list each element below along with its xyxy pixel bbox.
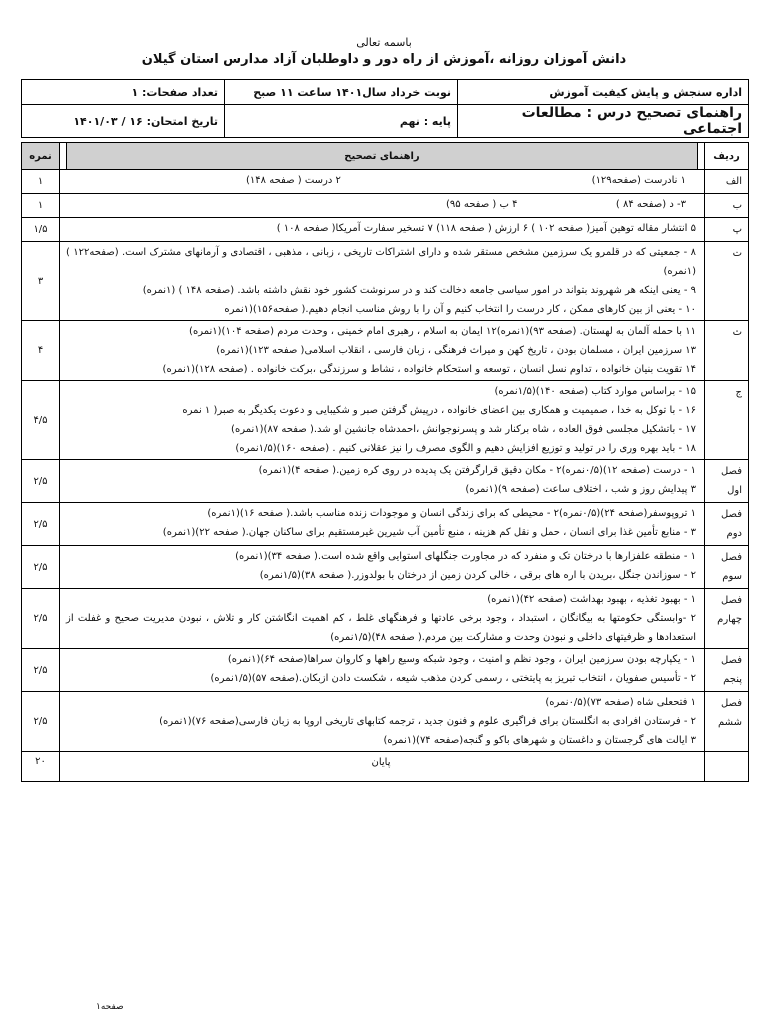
- answer-line: ۱۸ - باید بهره وری را در تولید و توزیع افزایش دهیم و الگوی مصرف را نیز عقلانی کنیم . (صفحه ۱۶۰)(۱/۵نمره): [235, 443, 696, 454]
- row-score: ۲/۵: [22, 460, 60, 503]
- row-label: پ: [705, 218, 749, 242]
- table-row: [22, 589, 749, 649]
- exam-time-cell: نوبت خرداد سال۱۴۰۱ ساعت ۱۱ صبح: [225, 80, 458, 105]
- row-score: ۲/۵: [22, 589, 60, 649]
- score-header: نمره: [22, 143, 60, 170]
- answer-line: ۲ - فرستادن افرادی به انگلستان برای فراگیری علوم و فنون جدید ، ترجمه کتابهای تاریخی اروپا به زبان فارسی(صفحه ۷۶)(۱نمره): [159, 716, 696, 727]
- answer-line: ۲ -وابستگی حکومتها به بیگانگان ، استبداد ، وجود برخی عادتها و فرهنگهای غلط ، کم اهمیت انگاشتن کار و تلاش ، نبودن مدیریت صحیح و غفلت از استعدادها و ظرفیتهای داخلی و نبودن وحدت و مشارکت بین مردم.( صفحه ۴۸)(۱/۵نمره): [66, 613, 696, 643]
- row-label: ب: [705, 194, 749, 218]
- answer-line: ۵ انتشار مقاله توهین آمیز( صفحه ۱۰۲ ) ۶ ارزش ( صفحه ۱۱۸) ۷ تسخیر سفارت آمریکا( صفحه ۱۰۸ ): [276, 223, 696, 234]
- row-score: ۲/۵: [22, 649, 60, 692]
- row-label: فصل چهارم: [705, 589, 749, 649]
- row-score: ۱/۵: [22, 218, 60, 242]
- table-row: [22, 692, 749, 752]
- row-score: ۲/۵: [22, 546, 60, 589]
- total-score: ۲۰: [22, 752, 60, 782]
- row-label: ت: [705, 242, 749, 321]
- answer-line: ۳ ایالت های گرجستان و داغستان و شهرهای باکو و گنجه(صفحه ۷۴)(۱نمره): [383, 735, 696, 746]
- row-score: ۲/۵: [22, 503, 60, 546]
- answer-line: ۸ - جمعیتی که در قلمرو یک سرزمین مشخص مستقر شده و دارای اشتراکات تاریخی ، زبانی ، مذهبی ، اقتصادی و آرمانهای مشترک است. (صفحه۱۲۲ )(۱نمره): [66, 247, 696, 277]
- page-number: صفحه۱: [96, 1002, 124, 1012]
- row-score: ۳: [22, 242, 60, 321]
- exam-info-table: [21, 79, 749, 138]
- guide-title-cell: راهنمای تصحیح درس : مطالعات اجتماعی: [458, 105, 749, 138]
- table-row: [22, 170, 749, 194]
- table-row: [22, 218, 749, 242]
- row-score: ۱: [22, 194, 60, 218]
- row-label: فصل دوم: [705, 503, 749, 546]
- answer-line: ۲ - تأسیس صفویان ، انتخاب تبریز به پایتختی ، رسمی کردن مذهب شیعه ، شکست دادن ازبکان.(صفحه ۵۷)(۱/۵نمره): [210, 673, 696, 684]
- answer-line: ۹ - یعنی اینکه هر شهروند بتواند در امور سیاسی جامعه دخالت کند و در سرنوشت کشور خود نقش داشته باشد. (صفحه ۱۴۸ ) (۱نمره): [142, 285, 696, 296]
- row-label: فصل پنجم: [705, 649, 749, 692]
- table-row: [22, 649, 749, 692]
- table-row: [22, 460, 749, 503]
- answer-line: ۱ فتحعلی شاه (صفحه ۷۳)(۰/۵نمره): [545, 697, 696, 708]
- row-score: ۱: [22, 170, 60, 194]
- bismillah: باسمه تعالی: [356, 36, 412, 49]
- answer-line: ۱ نادرست (صفحه۱۲۹): [591, 175, 686, 186]
- answer-line: ۲ - سوزاندن جنگل ،بریدن با اره های برقی ، خالی کردن زمین از درختان با بولدوزر.( صفحه ۳۸)(۱/۵نمره): [259, 570, 696, 581]
- answer-line: ۱ - یکپارچه بودن سرزمین ایران ، وجود نظم و امنیت ، وجود شبکه وسیع راهها و کاروان سراها(صفحه ۶۴)(۱نمره): [227, 654, 696, 665]
- table-header-row: [22, 143, 749, 170]
- answer-line: ۳ - منابع تأمین غذا برای انسان ، حمل و نقل کم هزینه ، منبع تأمین آب شیرین غیرمستقیم برای ساکنان جهان.( صفحه ۲۲)(۱نمره): [162, 527, 696, 538]
- row-label: ث: [705, 321, 749, 381]
- radif-header: ردیف: [705, 143, 749, 170]
- answer-line: ۳ پیدایش روز و شب ، اختلاف ساعت (صفحه ۹)(۱نمره): [465, 484, 696, 495]
- answer-line: ۱ تروپوسفر(صفحه ۲۴)(۰/۵نمره)۲ - محیطی که برای زندگی انسان و موجودات زنده مناسب باشد.( صفحه ۱۶)(۱نمره): [207, 508, 696, 519]
- answer-table: [21, 142, 749, 782]
- row-label: ج: [705, 381, 749, 460]
- table-row: [22, 546, 749, 589]
- answer-line: ۲ درست ( صفحه ۱۴۸): [246, 175, 341, 186]
- department-cell: اداره سنجش و پایش کیفیت آموزش: [458, 80, 749, 105]
- grade-cell: پایه : نهم: [225, 105, 458, 138]
- answer-line: ۱۱ با حمله آلمان به لهستان. (صفحه ۹۳)(۱نمره)۱۲ ایمان به اسلام ، رهبری امام خمینی ، وحدت مردم (صفحه ۱۰۴)(۱نمره): [189, 326, 696, 337]
- page-title: دانش آموزان روزانه ،آموزش از راه دور و داوطلبان آزاد مدارس استان گیلان: [141, 52, 627, 67]
- answer-line: ۱۶ - با توکل به خدا ، صمیمیت و همکاری بین اعضای خانواده ، درپیش گرفتن صبر و شکیبایی و دعوت یکدیگر به صبر( ۱ نمره: [182, 405, 696, 416]
- answer-line: ۱ - منطقه علفزارها با درختان تک و منفرد که در مجاورت جنگلهای استوایی واقع شده است.( صفحه ۳۴)(۱نمره): [235, 551, 696, 562]
- answer-line: ۱ - درست (صفحه ۱۲)(۰/۵نمره)۲ - مکان دقیق قرارگرفتن یک پدیده در روی کره زمین.( صفحه ۴)(۱نمره): [258, 465, 696, 476]
- row-score: ۴: [22, 321, 60, 381]
- row-score: ۲/۵: [22, 692, 60, 752]
- answer-line: ۱۷ - باتشکیل مجلسی فوق العاده ، شاه برکنار شد و پسرنوجوانش ،احمدشاه جانشین او شد.( صفحه ۸۷)(۱نمره): [231, 424, 696, 435]
- table-row: [22, 242, 749, 321]
- guide-header: راهنمای تصحیح: [67, 143, 698, 170]
- table-row: [22, 381, 749, 460]
- answer-line: ۳- د (صفحه ۸۴ ): [615, 199, 686, 210]
- end-text: پایان: [371, 757, 391, 768]
- row-label: الف: [705, 170, 749, 194]
- row-label: فصل اول: [705, 460, 749, 503]
- answer-line: ۱۳ سرزمین ایران ، مسلمان بودن ، تاریخ کهن و میراث فرهنگی ، زبان فارسی ، انقلاب اسلامی( صفحه ۱۲۳)(۱نمره): [216, 345, 696, 356]
- answer-line: ۱۴ تقویت بنیان خانواده ، تداوم نسل انسان ، توسعه و استحکام خانواده ، نشاط و سرزندگی ،برکت خانواده . (صفحه ۱۲۸)(۱نمره): [162, 364, 696, 375]
- pages-cell: تعداد صفحات: ۱: [22, 80, 225, 105]
- table-row: [22, 194, 749, 218]
- row-label: فصل سوم: [705, 546, 749, 589]
- answer-line: ۱۵ - براساس موارد کتاب (صفحه ۱۴۰)(۱/۵نمره): [494, 386, 696, 397]
- answer-line: ۱ - بهبود تغذیه ، بهبود بهداشت (صفحه ۴۲)(۱نمره): [487, 594, 696, 605]
- exam-date-cell: تاریخ امتحان: ۱۶ / ۱۴۰۱/۰۳: [22, 105, 225, 138]
- table-row: [22, 503, 749, 546]
- table-row: [22, 752, 749, 782]
- table-row: [22, 321, 749, 381]
- answer-line: ۴ ب ( صفحه ۹۵): [446, 199, 518, 210]
- answer-line: ۱۰ - یعنی از بین کارهای ممکن ، کار درست را انتخاب کنیم و آن را با روش مناسب انجام دهیم.( صفحه۱۵۶)(۱نمره: [224, 304, 696, 315]
- row-score: ۴/۵: [22, 381, 60, 460]
- row-label: فصل ششم: [705, 692, 749, 752]
